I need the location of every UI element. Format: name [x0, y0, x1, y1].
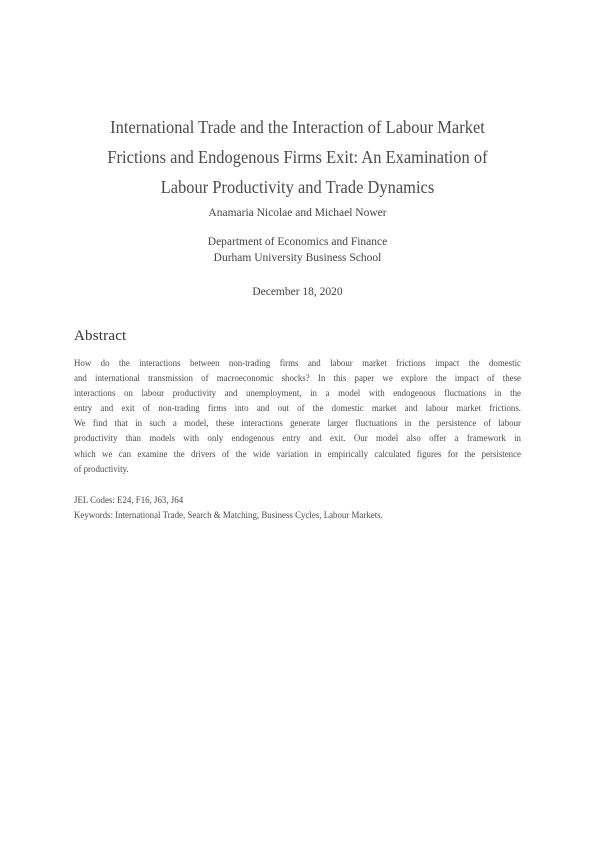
abstract-body — [74, 356, 521, 477]
abstract-line: entry and exit of non-trading firms into and out of the domestic market and labour market frictions. — [74, 403, 521, 414]
affiliation-line-1: Department of Economics and Finance — [207, 236, 388, 248]
abstract-line: interactions on labour productivity and unemployment, in a model with endogenous fluctuations in the — [74, 388, 521, 399]
abstract-line: How do the interactions between non-trading firms and labour market frictions impact the domestic — [74, 358, 521, 368]
abstract-heading: Abstract — [74, 328, 127, 344]
title-line-1: International Trade and the Interaction of Labour Market — [110, 117, 485, 137]
title-line-3: Labour Productivity and Trade Dynamics — [160, 177, 435, 197]
abstract-line: of productivity. — [74, 463, 129, 474]
keywords: Keywords: International Trade, Search & Matching, Business Cycles, Labour Markets. — [74, 510, 383, 520]
paper-date: December 18, 2020 — [252, 286, 343, 298]
paper-title — [60, 112, 535, 202]
affiliation — [0, 234, 595, 266]
abstract-line: We find that in such a model, these interactions generate larger fluctuations in the persistence of labour — [74, 418, 521, 429]
abstract-line: and international transmission of macroeconomic shocks? In this paper we explore the impact of these — [74, 373, 521, 384]
title-line-2: Frictions and Endogenous Firms Exit: An Examination of — [107, 147, 488, 167]
abstract-line: productivity than models with only endogenous entry and exit. Our model also offer a framework in — [74, 433, 521, 444]
abstract-line: which we can examine the drivers of the wide variation in empirically calculated figures for the persistence — [74, 448, 521, 459]
jel-codes: JEL Codes: E24, F16, J63, J64 — [74, 495, 184, 505]
authors: Anamaria Nicolae and Michael Nower — [208, 207, 387, 219]
affiliation-line-2: Durham University Business School — [213, 252, 382, 264]
